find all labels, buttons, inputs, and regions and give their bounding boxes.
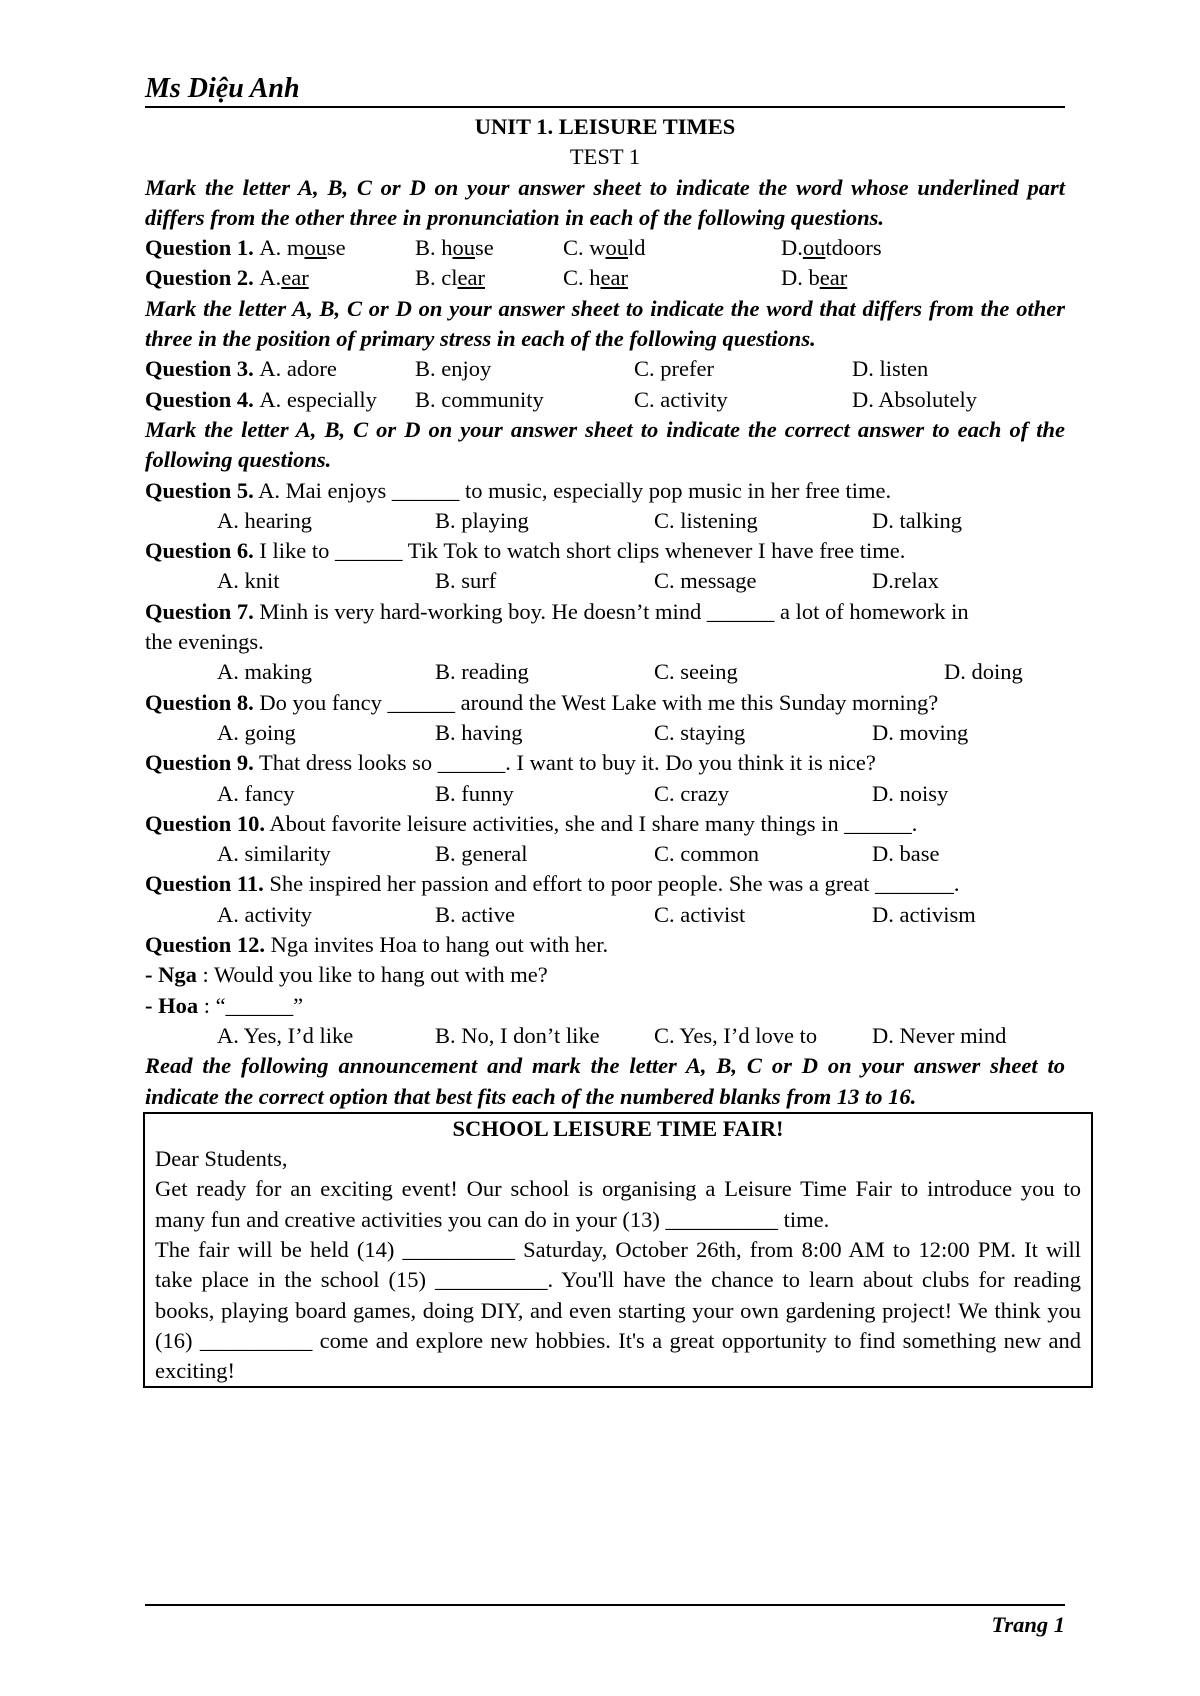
option-c: C. message — [654, 568, 757, 594]
option-a: A. knit — [217, 568, 280, 594]
question-5 — [145, 476, 1065, 537]
speaker-hoa: - Hoa — [145, 992, 199, 1018]
question-label: Question 8. — [145, 689, 254, 715]
option-a: A. activity — [217, 901, 312, 927]
question-2 — [145, 263, 1065, 293]
option-c: C. hear — [563, 265, 628, 291]
option-a: A. mouse — [259, 235, 346, 261]
question-text: That dress looks so ______. I want to buy it. Do you think it is nice? — [253, 750, 876, 776]
option-d: D.outdoors — [781, 235, 882, 261]
option-b: B. No, I don’t like — [435, 1022, 600, 1048]
option-a: A. especially — [259, 386, 377, 412]
option-d: D. base — [872, 841, 940, 867]
instruction-pronunciation: Mark the letter A, B, C or D on your answer sheet to indicate the word whose underlined part differs from the other three in pronunciation in each of the following questions. — [145, 174, 1065, 230]
option-c: C. listening — [654, 507, 758, 533]
option-d: D. talking — [872, 507, 962, 533]
option-b: B. enjoy — [415, 356, 492, 382]
option-c: C. common — [654, 841, 759, 867]
question-text: Do you fancy ______ around the West Lake with me this Sunday morning? — [253, 689, 939, 715]
instruction-correct-answer: Mark the letter A, B, C or D on your answer sheet to indicate the correct answer to each of the following questions. — [145, 416, 1065, 473]
nga-line: : Would you like to hang out with me? — [196, 962, 548, 988]
instruction-stress: Mark the letter A, B, C or D on your answer sheet to indicate the word that differs from the other three in the position of primary stress in each of the following questions. — [145, 295, 1065, 352]
question-label: Question 10. — [145, 810, 266, 836]
question-text: Minh is very hard-working boy. He doesn’t mind ______ a lot of homework in the evenings. — [145, 598, 969, 655]
option-d: D. listen — [852, 356, 929, 382]
option-c: C. staying — [654, 719, 746, 745]
announcement-title: SCHOOL LEISURE TIME FAIR! — [452, 1115, 784, 1141]
announcement-box — [143, 1112, 1093, 1389]
option-b: B. active — [435, 901, 515, 927]
question-label: Question 3. — [145, 356, 254, 382]
question-11 — [145, 869, 1065, 930]
option-b: B. funny — [435, 780, 514, 806]
option-a: A. Yes, I’d like — [217, 1022, 354, 1048]
question-7 — [145, 597, 1065, 688]
option-c: C. activist — [654, 901, 746, 927]
option-d: D.relax — [872, 568, 939, 594]
page-number: Trang 1 — [991, 1612, 1065, 1637]
question-label: Question 7. — [145, 598, 254, 624]
question-3 — [145, 354, 1065, 384]
question-text: Nga invites Hoa to hang out with her. — [265, 932, 609, 958]
option-a: A. going — [217, 719, 296, 745]
hoa-line: : “______” — [198, 992, 304, 1018]
option-a: A. adore — [259, 356, 337, 382]
author-header: Ms Diệu Anh — [145, 73, 300, 104]
option-b: B. playing — [435, 507, 529, 533]
option-a: A.ear — [259, 265, 309, 291]
question-12 — [145, 930, 1065, 1051]
option-d: D. Absolutely — [852, 386, 978, 412]
test-subtitle: TEST 1 — [569, 144, 641, 170]
option-d: D. noisy — [872, 780, 949, 806]
option-b: B. general — [435, 841, 528, 867]
option-a: A. fancy — [217, 780, 295, 806]
announcement-greeting: Dear Students, — [155, 1146, 288, 1172]
option-a: A. similarity — [217, 841, 331, 867]
announcement-paragraph-1: Get ready for an exciting event! Our school is organising a Leisure Time Fair to introduce you to many fun and creative activities you can do in your (13) __________ time. — [155, 1176, 1081, 1232]
option-c: C. activity — [634, 386, 728, 412]
question-4 — [145, 385, 1065, 415]
worksheet-page — [145, 72, 1081, 1388]
question-6 — [145, 536, 1065, 597]
option-c: C. prefer — [634, 356, 714, 382]
option-d: D. doing — [944, 659, 1023, 685]
question-10 — [145, 809, 1065, 870]
announcement-paragraph-2: The fair will be held (14) __________ Saturday, October 26th, from 8:00 AM to 12:00 PM. It will take place in the school (15) __________. You'll have the chance to learn about clubs for reading books, playing board games, doing DIY, and even starting your own gardening project! We think you (16) __________ come and explore new hobbies. It's a great opportunity to find something new and exciting! — [155, 1236, 1081, 1384]
question-text: She inspired her passion and effort to poor people. She was a great _______. — [263, 871, 960, 897]
question-label: Question 5. — [145, 477, 254, 503]
option-b: B. surf — [435, 568, 497, 594]
question-1 — [145, 233, 1065, 263]
question-text: A. Mai enjoys ______ to music, especially pop music in her free time. — [253, 477, 892, 503]
speaker-nga: - Nga — [145, 962, 197, 988]
question-label: Question 9. — [145, 750, 254, 776]
option-b: B. house — [415, 235, 494, 261]
option-d: D. moving — [872, 719, 969, 745]
unit-title: UNIT 1. LEISURE TIMES — [474, 114, 736, 139]
question-label: Question 1. — [145, 235, 254, 261]
question-8 — [145, 688, 1065, 749]
question-label: Question 11. — [145, 871, 264, 897]
option-a: A. hearing — [217, 507, 312, 533]
option-b: B. having — [435, 719, 523, 745]
instruction-reading: Read the following announcement and mark the letter A, B, C or D on your answer sheet to indicate the correct option that best fits each of the numbered blanks from 13 to 16. — [145, 1053, 1065, 1109]
question-text: About favorite leisure activities, she and I share many things in ______. — [265, 810, 918, 836]
question-text: I like to ______ Tik Tok to watch short clips whenever I have free time. — [253, 538, 906, 564]
option-c: C. seeing — [654, 659, 738, 685]
option-a: A. making — [217, 659, 312, 685]
option-b: B. clear — [415, 265, 485, 291]
option-b: B. community — [415, 386, 544, 412]
question-label: Question 4. — [145, 386, 254, 412]
question-label: Question 12. — [145, 932, 266, 958]
option-c: C. crazy — [654, 780, 729, 806]
question-9 — [145, 748, 1065, 809]
option-d: D. activism — [872, 901, 976, 927]
option-c: C. Yes, I’d love to — [654, 1022, 818, 1048]
question-label: Question 2. — [145, 265, 254, 291]
option-c: C. would — [563, 235, 646, 261]
option-d: D. Never mind — [872, 1022, 1007, 1048]
option-d: D. bear — [781, 265, 848, 291]
question-label: Question 6. — [145, 538, 254, 564]
header-rule — [145, 106, 1065, 108]
footer-rule — [145, 1604, 1065, 1606]
option-b: B. reading — [435, 659, 529, 685]
